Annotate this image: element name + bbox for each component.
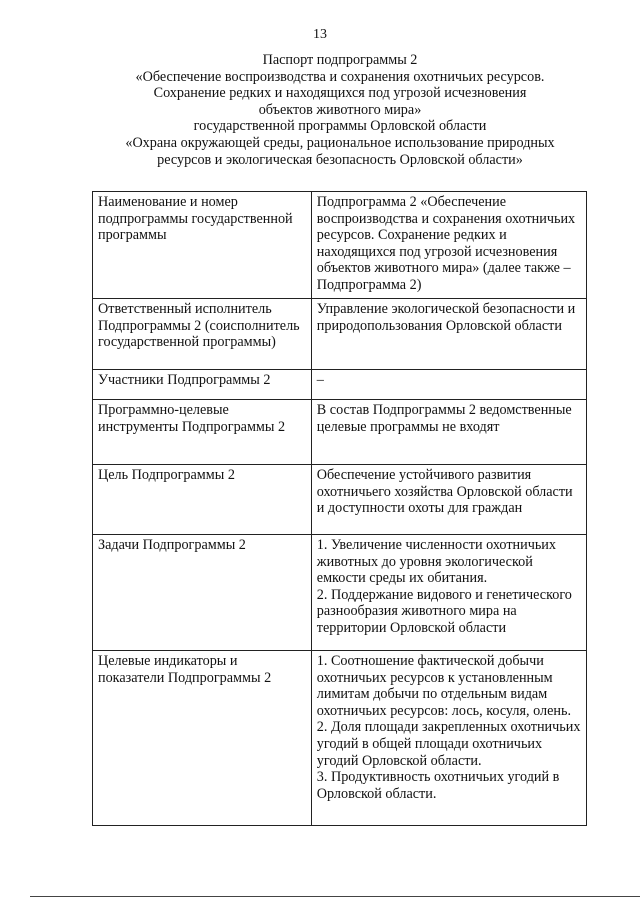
page-number: 13 (313, 27, 327, 42)
table-row (93, 370, 587, 400)
scan-bottom-divider (30, 896, 640, 897)
row-value: – (311, 370, 586, 400)
row-value: Подпрограмма 2 «Обеспечение воспроизводства и сохранения охотничьих ресурсов. Сохранение редких и находящихся под угрозой исчезновения объектов животного мира» (далее также – Подпрограмма 2) (311, 192, 586, 299)
row-label: Целевые индикаторы и показатели Подпрограммы 2 (93, 651, 312, 826)
row-label: Цель Подпрограммы 2 (93, 465, 312, 535)
table-row (93, 465, 587, 535)
table-row (93, 651, 587, 826)
row-label: Программно-целевые инструменты Подпрограммы 2 (93, 400, 312, 465)
row-value: Обеспечение устойчивого развития охотничьего хозяйства Орловской области и доступности охоты для граждан (311, 465, 586, 535)
table-row (93, 400, 587, 465)
heading-line: ресурсов и экологическая безопасность Орловской области» (157, 151, 523, 168)
row-value: 1. Увеличение численности охотничьих животных до уровня экологической емкости среды их обитания. 2. Поддержание видового и генетического разнообразия животного мира на территории Орловской области (311, 535, 586, 651)
heading-line: государственной программы Орловской области (193, 118, 487, 135)
row-label: Ответственный исполнитель Подпрограммы 2 (соисполнитель государственной программы) (93, 299, 312, 370)
row-value: 1. Соотношение фактической добычи охотничьих ресурсов к установленным лимитам добычи по отдельным видам охотничьих ресурсов: лось, косуля, олень. 2. Доля площади закрепленных охотничьих угодий в общей площади охотничьих угодий Орловской области. 3. Продуктивность охотничьих угодий в Орловской области. (311, 651, 586, 826)
row-label: Участники Подпрограммы 2 (93, 370, 312, 400)
row-label: Задачи Подпрограммы 2 (93, 535, 312, 651)
table-row (93, 192, 587, 299)
heading-line-title: Паспорт подпрограммы 2 (262, 52, 418, 68)
passport-table (92, 191, 587, 826)
row-label: Наименование и номер подпрограммы государственной программы (93, 192, 312, 299)
row-value: В состав Подпрограммы 2 ведомственные целевые программы не входят (311, 400, 586, 465)
heading-line: «Охрана окружающей среды, рациональное использование природных (125, 134, 555, 151)
table-row (93, 299, 587, 370)
row-value: Управление экологической безопасности и природопользования Орловской области (311, 299, 586, 370)
heading-line: «Обеспечение воспроизводства и сохранения охотничьих ресурсов. (135, 68, 545, 85)
passport-heading (80, 52, 600, 168)
heading-line: Сохранение редких и находящихся под угрозой исчезновения (153, 85, 527, 102)
heading-line: объектов животного мира» (258, 101, 422, 118)
table-row (93, 535, 587, 651)
